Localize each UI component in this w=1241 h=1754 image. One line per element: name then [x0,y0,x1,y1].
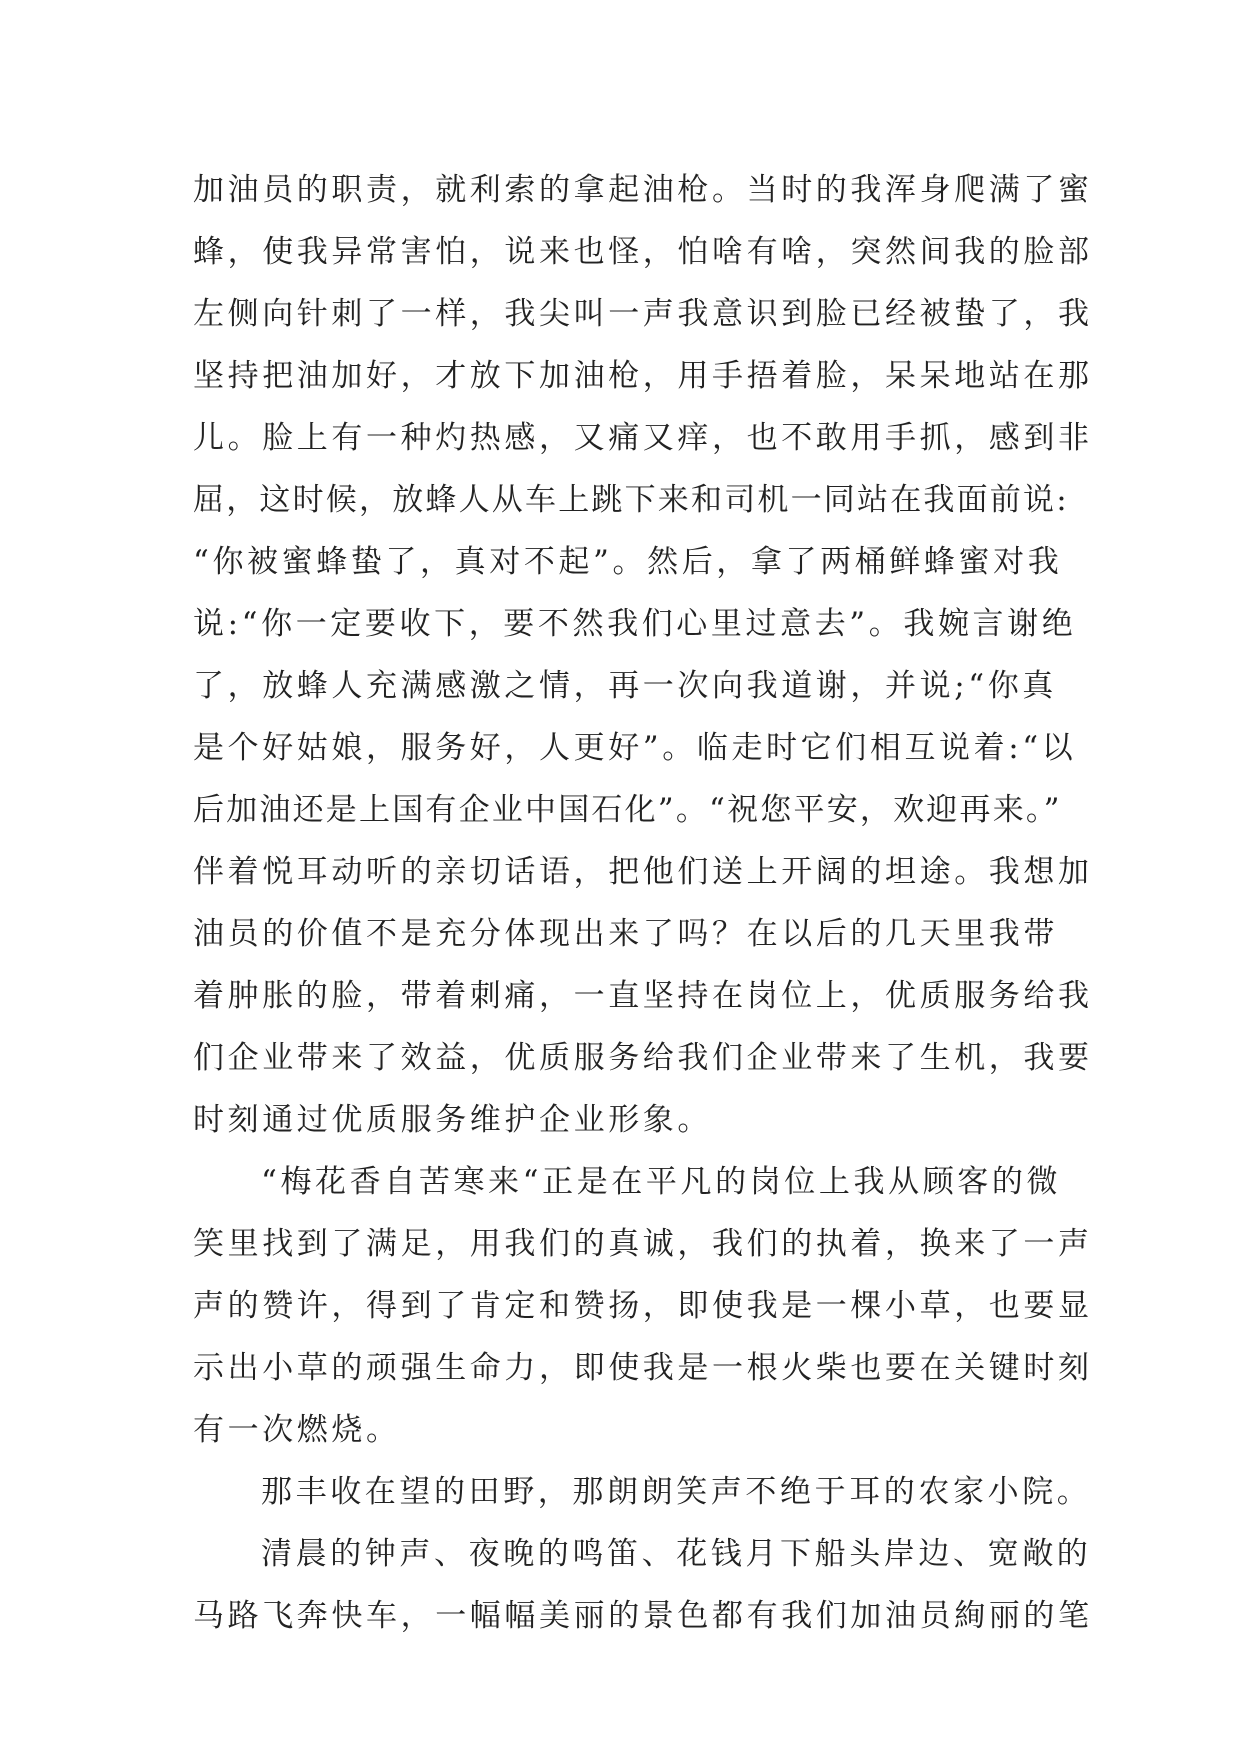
text-line: 时刻通过优质服务维护企业形象。 [193,1102,712,1138]
document-body [193,159,1093,1647]
text-line: 笑里找到了满足，用我们的真诚，我们的执着，换来了一声 [193,1226,1093,1262]
text-line: 声的赞许，得到了肯定和赞扬，即使我是一棵小草，也要显 [193,1288,1093,1324]
text-line: 了，放蜂人充满感激之情，再一次向我道谢，并说;“你真 [193,668,1057,704]
text-line: 屈，这时候，放蜂人从车上跳下来和司机一同站在我面前说: [193,482,1069,518]
text-line: 们企业带来了效益，优质服务给我们企业带来了生机，我要 [193,1040,1093,1076]
text-line: 示出小草的顽强生命力，即使我是一根火柴也要在关键时刻 [193,1350,1093,1386]
text-line: 马路飞奔快车，一幅幅美丽的景色都有我们加油员絢丽的笔 [193,1598,1093,1634]
text-line: 有一次燃烧。 [193,1412,401,1448]
text-line: 坚持把油加好，才放下加油枪，用手捂着脸，呆呆地站在那 [193,358,1093,394]
text-line: 儿。脸上有一种灼热感，又痛又痒，也不敢用手抓，感到非 [193,420,1093,456]
text-line: 是个好姑娘，服务好，人更好”。临走时它们相互说着:“以 [193,730,1077,766]
text-line: 蜂，使我异常害怕，说来也怪，怕啥有啥，突然间我的脸部 [193,234,1093,270]
paragraph-first-line: 清晨的钟声、夜晚的鸣笛、花钱月下船头岸边、宽敞的 [261,1536,1092,1572]
text-line: 说:“你一定要收下，要不然我们心里过意去”。我婉言谢绝 [193,606,1077,642]
text-line: 着肿胀的脸，带着刺痛，一直坚持在岗位上，优质服务给我 [193,978,1093,1014]
text-line: 左侧向针刺了一样，我尖叫一声我意识到脸已经被蛰了，我 [193,296,1093,332]
text-line: 油员的价值不是充分体现出来了吗？在以后的几天里我带 [193,916,1058,952]
paragraph-first-line: “梅花香自苦寒来“正是在平凡的岗位上我从顾客的微 [261,1164,1062,1200]
text-line: 后加油还是上国有企业中国石化”。“祝您平安，欢迎再来。” [193,792,1062,828]
text-line: “你被蜜蜂蛰了，真对不起”。然后，拿了两桶鲜蜂蜜对我 [193,544,1063,580]
paragraph-first-line: 那丰收在望的田野，那朗朗笑声不绝于耳的农家小院。 [261,1474,1092,1510]
text-line: 伴着悦耳动听的亲切话语，把他们送上开阔的坦途。我想加 [193,854,1093,890]
text-line: 加油员的职责，就利索的拿起油枪。当时的我浑身爬满了蜜 [193,172,1093,208]
